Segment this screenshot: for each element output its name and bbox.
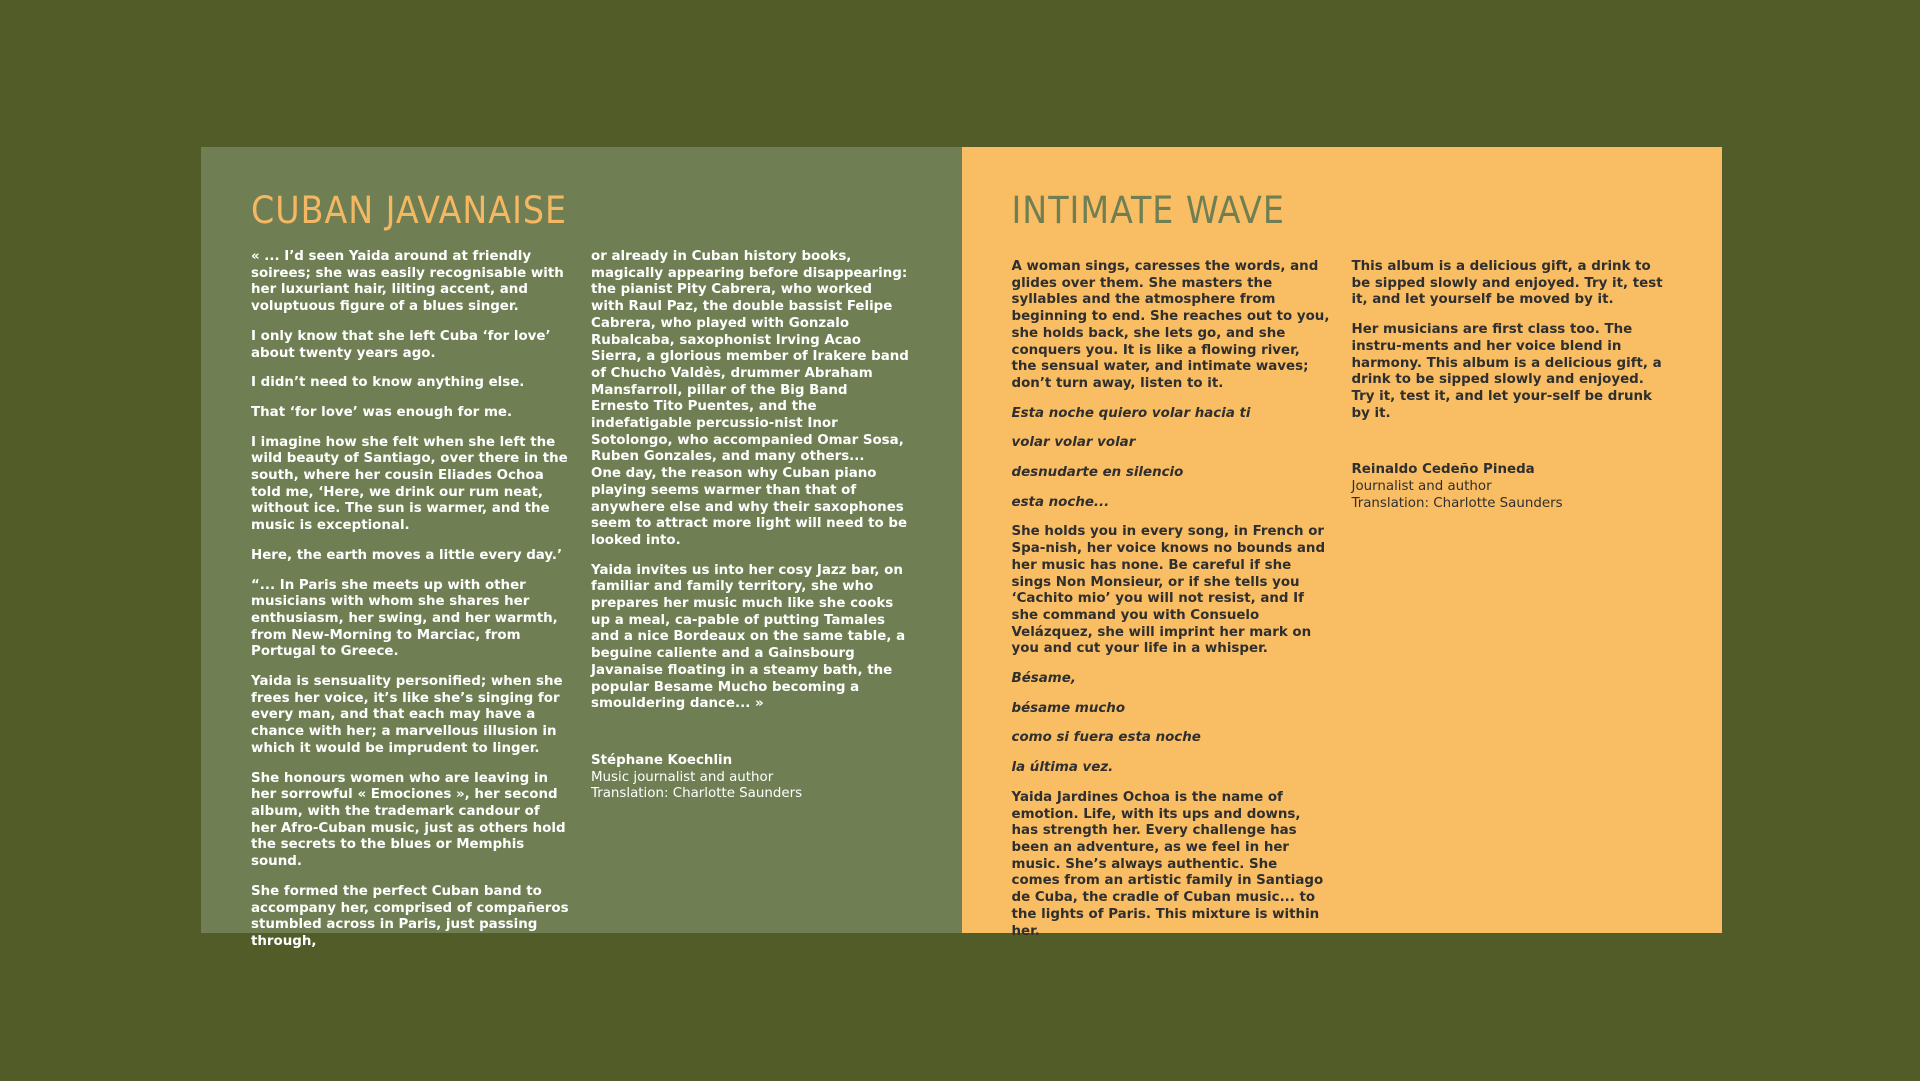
- right-column-1: [1012, 259, 1330, 953]
- author-role: Journalist and author: [1351, 479, 1492, 495]
- author-role: Music journalist and author: [591, 769, 774, 785]
- paragraph: I imagine how she felt when she left the wild beauty of Santiago, over there in the south, where her cousin Eliades Ochoa told me, ‘Here, we drink our rum neat, without ice. The sun is warmer, and the music is exceptional.: [251, 434, 568, 534]
- booklet-spread: [201, 147, 1722, 949]
- right-signature: [1352, 462, 1670, 512]
- paragraph: She formed the perfect Cuban band to accompany her, comprised of compañeros stumbled across in Paris, just passing through,: [251, 883, 569, 949]
- lyric-line: Bésame,: [1011, 671, 1076, 687]
- paragraph: « ... I’d seen Yaida around at friendly soirees; she was easily recognisable with her luxuriant hair, lilting accent, and voluptuous figure of a blues singer.: [251, 249, 564, 315]
- right-panel: [962, 147, 1723, 939]
- author-name: Stéphane Koechlin: [591, 752, 733, 768]
- paragraph: Yaida is sensuality personified; when she frees her voice, it’s like she’s singing for every man, and that each may have a chance with her; a marvellous illusion in which it would be imprudent to linger.: [251, 674, 563, 756]
- paragraph: I only know that she left Cuba ‘for love’ about twenty years ago.: [251, 328, 551, 361]
- paragraph: This album is a delicious gift, a drink to be sipped slowly and enjoyed. Try it, test it, and let yourself be moved by it.: [1351, 259, 1663, 308]
- paragraph: One day, the reason why Cuban piano playing seems warmer than that of anywhere else and why their saxophones seem to attract more light will need to be looked into.: [591, 466, 908, 548]
- translation-credit: Translation: Charlotte Saunders: [1351, 495, 1563, 511]
- left-column-1: [251, 249, 569, 964]
- paragraph: or already in Cuban history books, magically appearing before disappearing: the pianist Pity Cabrera, who worked with Raul Paz, the double bassist Felipe Cabrera, who played with Gonzalo Rubalcaba, saxophonist Irving Acao Sierra, a glorious member of Irakere band of Chucho Valdès, drummer Abraham Mansfarroll, pillar of the Big Band Ernesto Tito Puentes, and the indefatigable percussio-nist Inor Sotolongo, who accompanied Omar Sosa, Ruben Gonzales, and many others...: [591, 249, 909, 465]
- paragraph: A woman sings, caresses the words, and glides over them. She masters the syllables and the atmosphere from beginning to end. She reaches out to you, she holds back, she lets go, and she conquers you. It is like a flowing river, the sensual water, and intimate waves; don’t turn away, listen to it.: [1011, 259, 1330, 391]
- lyric-line: la última vez.: [1011, 760, 1114, 776]
- paragraph: Yaida invites us into her cosy Jazz bar, on familiar and family territory, she who prepares her music much like she cooks up a meal, ca-pable of putting Tamales and a nice Bordeaux on the same table, a beguine caliente and a Gainsbourg Javanaise floating in a steamy bath, the popular Besame Mucho becoming a smouldering dance... »: [591, 562, 906, 712]
- lyric-line: como si fuera esta noche: [1011, 730, 1201, 746]
- lyric-line: bésame mucho: [1011, 700, 1126, 716]
- left-signature: [591, 753, 909, 803]
- lyric-line: desnudarte en silencio: [1011, 465, 1184, 481]
- left-panel: [201, 147, 962, 949]
- paragraph: She holds you in every song, in French or Spa-nish, her voice knows no bounds and her music has none. Be careful if she sings Non Monsieur, or if she tells you ‘Cachito mio’ you will not resist, and If she command you with Consuelo Velázquez, she will imprint her mark on you and cut your life in a whisper.: [1011, 524, 1326, 657]
- paragraph: “... In Paris she meets up with other musicians with whom she shares her enthusiasm, her swing, and her warmth, from New-Morning to Marciac, from Portugal to Greece.: [251, 577, 558, 660]
- paragraph: That ‘for love’ was enough for me.: [251, 404, 513, 420]
- paragraph: She honours women who are leaving in her sorrowful « Emociones », her second album, with the trademark candour of her Afro-Cuban music, just as others hold the secrets to the blues or Memphis sound.: [251, 770, 566, 870]
- translation-credit: Translation: Charlotte Saunders: [591, 786, 803, 802]
- paragraph: I didn’t need to know anything else.: [251, 375, 525, 391]
- right-column-2: [1352, 259, 1670, 512]
- right-title: INTIMATE WAVE: [1011, 189, 1285, 232]
- paragraph: Here, the earth moves a little every day.’: [251, 547, 563, 563]
- lyric-line: volar volar volar: [1011, 435, 1136, 451]
- left-column-2: [591, 249, 909, 803]
- author-name: Reinaldo Cedeño Pineda: [1351, 462, 1535, 478]
- paragraph: Her musicians are first class too. The instru-ments and her voice blend in harmony. This album is a delicious gift, a drink to be sipped slowly and enjoyed. Try it, test it, and let your-self be drunk by it.: [1351, 322, 1662, 421]
- lyric-line: Esta noche quiero volar hacia ti: [1011, 405, 1251, 421]
- left-title: CUBAN JAVANAISE: [251, 189, 568, 232]
- lyric-line: esta noche...: [1011, 494, 1110, 510]
- paragraph: Yaida Jardines Ochoa is the name of emotion. Life, with its ups and downs, has strength her. Every challenge has been an adventure, as we feel in her music. She’s always authentic. She comes from an artistic family in Santiago de Cuba, the cradle of Cuban music... to the lights of Paris. This mixture is within her.: [1011, 789, 1324, 939]
